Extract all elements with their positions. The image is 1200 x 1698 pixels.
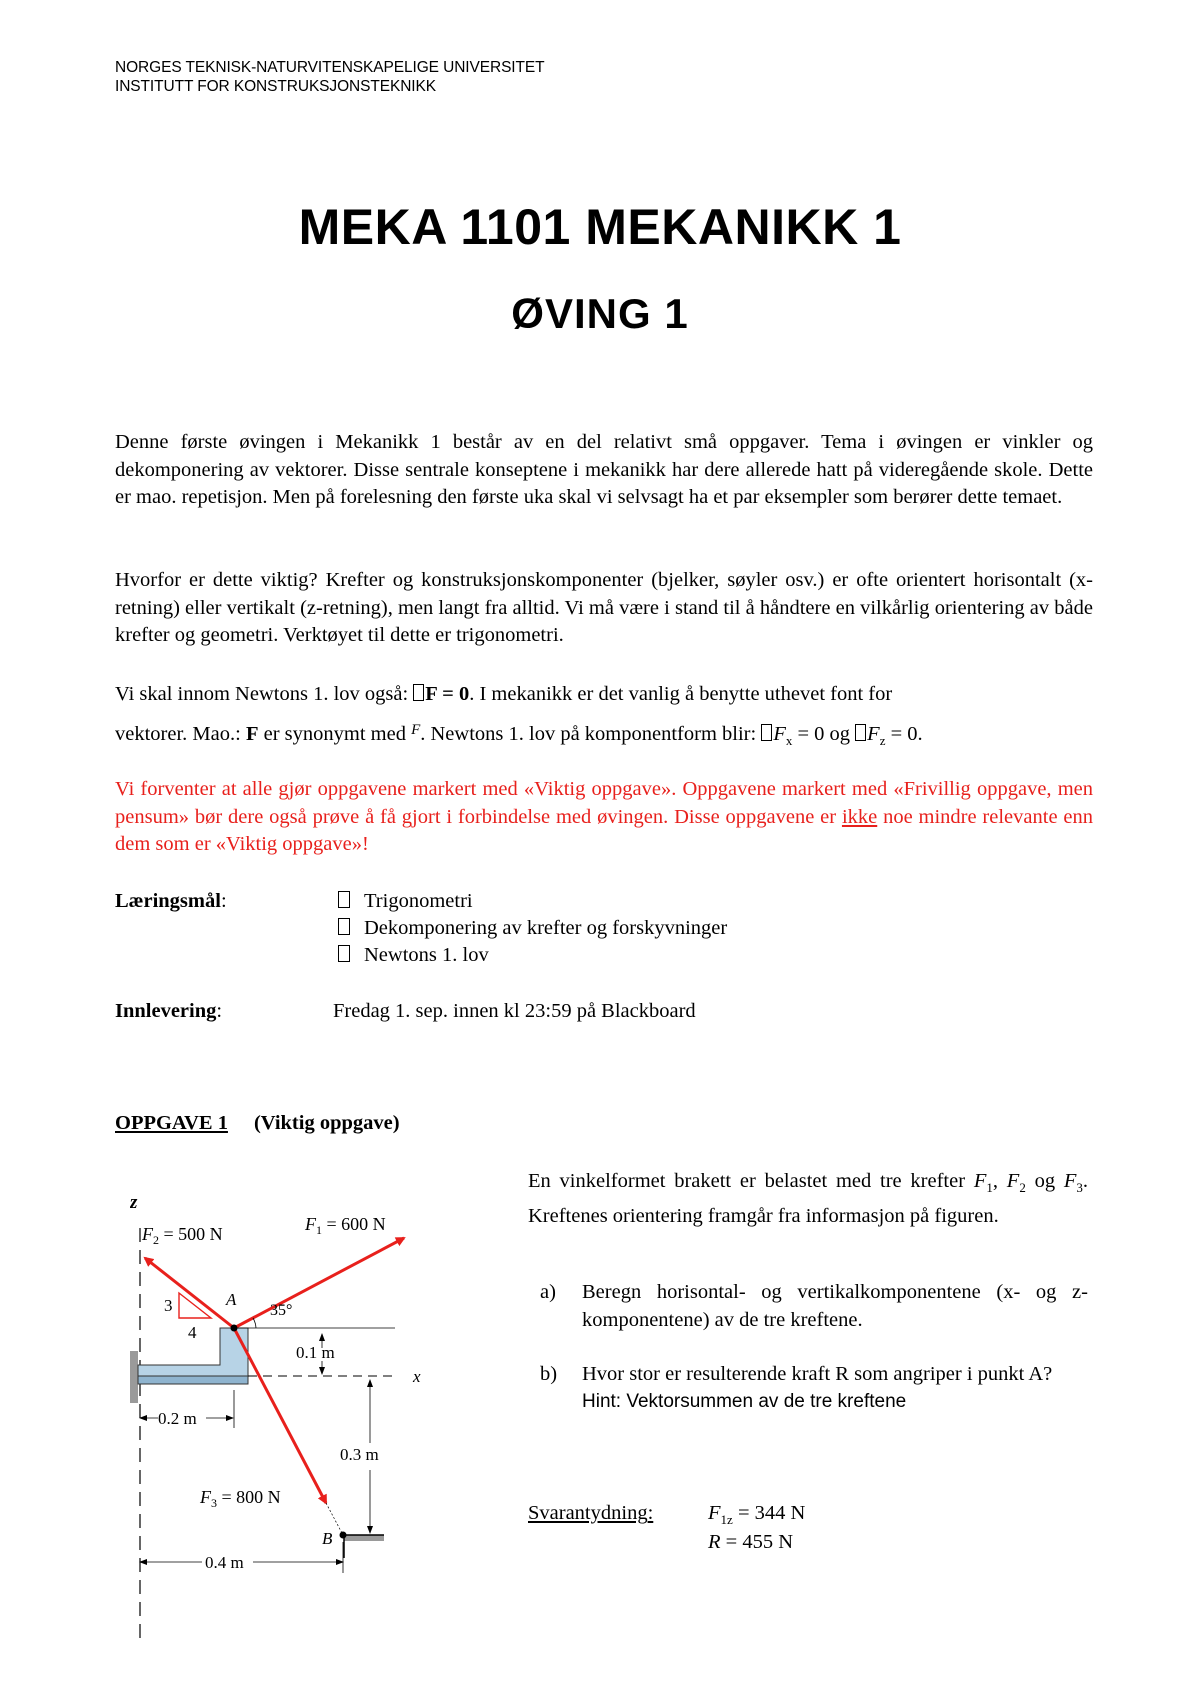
f3-label: $F_3 = 800$ N [200, 1487, 281, 1510]
answer-f1z: $F_{1z} = 344$ N [708, 1502, 806, 1528]
answer-r: R = 455 N [708, 1531, 794, 1553]
exercise-title: ØVING 1 [511, 290, 689, 337]
expectation-note: Vi forventer at alle gjør oppgavene markert med «Viktig oppgave». Oppgavene markert med «Frivillig oppgave, men pensum» bør dere også prøve å få gjort i forbindelse med øvingen. Disse oppgavene er ikke noe mindre relevante enn dem som er «Viktig oppgave»! [115, 778, 1093, 855]
delivery-text: Fredag 1. sep. innen kl 23:59 på Blackboard [333, 1000, 696, 1022]
sum-glyph [761, 724, 772, 741]
dim-03-label: 0.3 m [340, 1445, 379, 1464]
dim-02-label: 0.2 m [158, 1409, 197, 1428]
slope-4-label: 4 [188, 1323, 197, 1342]
force-f1-arrow [234, 1238, 404, 1328]
f1-label: $F_1 = 600$ N [305, 1214, 386, 1237]
answer-label: Svarantydning: [528, 1502, 654, 1524]
bullet-icon [338, 891, 350, 908]
point-a-label: A [226, 1290, 237, 1309]
learning-goal-item: Dekomponering av krefter og forskyvninger [338, 917, 727, 940]
learning-goal-item: Trigonometri [338, 890, 473, 913]
learning-goal-item: Newtons 1. lov [338, 944, 489, 967]
bullet-icon [338, 945, 350, 962]
task-heading: OPPGAVE 1 (Viktig oppgave) [115, 1112, 400, 1134]
intro-paragraph-1: Denne første øvingen i Mekanikk 1 består av en del relativt små oppgaver. Tema i øvingen er vinkler og dekomponering av vektorer. Disse sentrale konseptene i mekanikk har dere allerede hatt på videregående skole. Dette er mao. repetisjon. Men på forelesning den første uka skal vi selvsagt ha et par eksempler som berører dette temaet. [115, 431, 1093, 508]
intro-paragraph-3: Vi skal innom Newtons 1. lov også: F = 0. I mekanikk er det vanlig å benytte uthevet font for vektorer. Mao.: F er synonymt med $^F$. Newtons 1. lov på komponentform blir: $F_x = 0$ og $F_z = 0$. [115, 683, 923, 749]
ground-support-b [344, 1535, 384, 1541]
subtask-b: b) Hvor stor er resulterende kraft R som angriper i punkt A? Hint: Vektorsummen av de tre kreftene [540, 1363, 1053, 1412]
institute-name: INSTITUTT FOR KONSTRUKSJONSTEKNIKK [115, 78, 436, 95]
bullet-icon [338, 918, 350, 935]
point-a [231, 1325, 238, 1332]
slope-3-label: 3 [164, 1296, 173, 1315]
dim-01-label: 0.1 m [296, 1343, 335, 1362]
f2-label: $F_2 = 500$ N [142, 1224, 223, 1247]
z-axis-label: z [130, 1192, 138, 1213]
wall-support [130, 1351, 138, 1403]
point-b-label: B [322, 1529, 333, 1548]
angle-arc [253, 1318, 256, 1328]
x-axis-label: x [413, 1367, 421, 1386]
sum-glyph [855, 724, 866, 741]
course-title: MEKA 1101 MEKANIKK 1 [298, 199, 902, 255]
bracket-diagram [130, 1178, 460, 1643]
university-name: NORGES TEKNISK-NATURVITENSKAPELIGE UNIVERSITET [115, 59, 545, 76]
dim-04-label: 0.4 m [205, 1553, 244, 1572]
intro-paragraph-2: Hvorfor er dette viktig? Krefter og konstruksjonskomponenter (bjelker, søyler osv.) er ofte orientert horisontalt (x-retning) eller vertikalt (z-retning), men langt fra alltid. Vi må være i stand til å håndtere en vilkårlig orientering av både krefter og geometri. Verktøyet til dette er trigonometri. [115, 569, 1093, 646]
institution-header [115, 58, 545, 96]
task-description: En vinkelformet brakett er belastet med tre krefter $F_1$, $F_2$ og $F_3$. Kreftenes orientering framgår fra informasjon på figuren. [528, 1170, 1089, 1228]
angle-label: 35° [270, 1302, 293, 1319]
sum-glyph [413, 684, 424, 701]
bracket-figure [130, 1178, 460, 1643]
subtask-a: a) Beregn horisontal- og vertikalkomponentene (x- og z-komponentene) av de tre kreftene. [540, 1281, 1088, 1331]
learning-goals-label: Læringsmål: [115, 890, 227, 912]
bracket-flange [138, 1376, 248, 1384]
delivery-label: Innlevering: [115, 1000, 223, 1022]
